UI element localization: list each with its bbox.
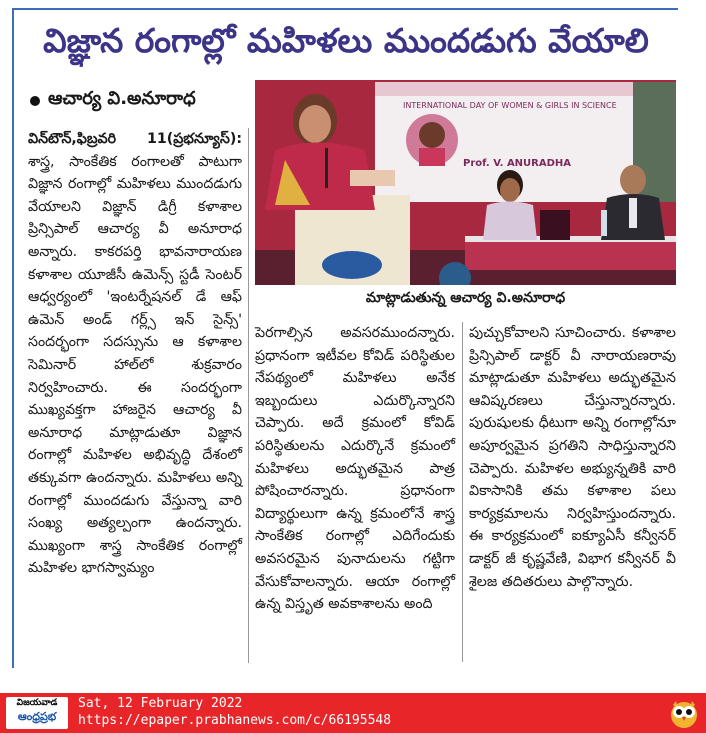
footer-date: Sat, 12 February 2022 bbox=[78, 696, 243, 711]
column-1-text: శాస్త్ర, సాంకేతిక రంగాలతో పాటుగా విజ్ఞాన రంగాల్లో మహిళలు ముందడుగు వేయాలని విజ్ఞాన్ డిగ్రీ కళాశాల ప్రిన్సిపాల్ ఆచార్య వీ అనూరాధ అన్నారు. కాకరపర్తి భావనారాయణ కళాశాల యూజీసీ ఉమెన్స్ స్టడీ సెంటర్ ఆధ్వర్యంలో 'ఇంటర్నేషనల్ డే ఆఫ్ ఉమెన్ అండ్ గర్ల్స్ ఇన్ సైన్స్' సందర్భంగా సదస్సును ఆ కళాశాల సెమినార్ హాల్‌లో శుక్రవారం నిర్వహించారు. ఈ సందర్భంగా ముఖ్యవక్తగా హాజరైన ఆచార్య వీ అనూరాధ మాట్లాడుతూ విజ్ఞాన రంగాల్లో మహిళల అభివృద్ధి దేశంలో తక్కువగా ఉందన్నారు. మహిళలు అన్ని రంగాల్లో ముందడుగు వేస్తున్నా వారి సంఖ్య అత్యల్పంగా ఉందన్నారు. ముఖ్యంగా శాస్త్ర సాంకేతిక రంగాల్లో మహిళల భాగస్వామ్యం bbox=[28, 153, 242, 577]
top-rule bbox=[12, 8, 678, 10]
owl-mascot-icon[interactable] bbox=[668, 697, 700, 729]
newspaper-logo[interactable] bbox=[6, 697, 68, 729]
photo-illustration bbox=[255, 80, 676, 285]
column-divider bbox=[248, 128, 249, 663]
byline-author: ఆచార్య వి.అనూరాధ bbox=[48, 88, 196, 109]
article-headline: విజ్ఞాన రంగాల్లో మహిళలు ముందడుగు వేయాలి bbox=[43, 20, 649, 60]
footer-bar bbox=[0, 693, 706, 733]
banner-name: Prof. V. ANURADHA bbox=[463, 158, 572, 169]
column-2-text: పెరగాల్సిన అవసరముందన్నారు. ప్రధానంగా ఇటీవల కోవిడ్ పరిస్థితుల నేపథ్యంలో మహిళలు అనేక ఇబ్బందులు ఎదుర్కొన్నారని చెప్పారు. అదే క్రమంలో కోవిడ్ పరిస్థితులను ఎదుర్కొనే క్రమంలో మహిళలు అద్భుతమైన పాత్ర పోషించారన్నారు. ప్రధానంగా విద్యార్థులుగా ఉన్న క్రమంలోనే శాస్త్ర సాంకేతిక రంగాల్లో ఎదిగేందుకు అవసరమైన పునాదులను గట్టిగా వేసుకోవాలన్నారు. ఆయా రంగాల్లో ఉన్న విస్తృత అవకాశాలను అంది bbox=[255, 325, 455, 613]
byline bbox=[30, 88, 196, 113]
column-3-text: పుచ్చుకోవాలని సూచించారు. కళాశాల ప్రిన్సిపాల్ డాక్టర్ వీ నారాయణరావు మాట్లాడుతూ మహిళలు అద్భుతమైన ఆవిష్కరణలు చేస్తున్నారన్నారు. పురుషులకు ధీటుగా అన్ని రంగాల్లోనూ అపూర్వమైన ప్రగతిని సాధిస్తున్నారని చెప్పారు. మహిళల అభ్యున్నతికి వారి వికాసానికి తమ కళాశాల పలు కార్యక్రమాలను నిర్వహిస్తుందన్నారు. ఈ కార్యక్రమంలో ఐక్యూఏసీ కన్వీనర్ డాక్టర్ జీ కృష్ణవేణి, విభాగ కన్వీనర్ వీ శైలజ తదితరులు పాల్గొన్నారు. bbox=[469, 325, 676, 590]
dateline: విన్‌టౌన్,ఫిబ్రవరి 11(ప్రభన్యూస్): bbox=[28, 131, 242, 147]
column-divider bbox=[462, 322, 463, 662]
article-column-3 bbox=[469, 322, 676, 593]
article-column-1 bbox=[28, 128, 242, 580]
article-photo bbox=[255, 80, 676, 285]
photo-caption: మాట్లాడుతున్న ఆచార్య వి.అనూరాధ bbox=[365, 290, 566, 306]
banner-title: INTERNATIONAL DAY OF WOMEN & GIRLS IN SCIENCE bbox=[403, 101, 617, 110]
edition-label: విజయవాడ bbox=[16, 698, 58, 708]
brand-name: ఆంధ్రప్రభ bbox=[17, 710, 57, 723]
footer-url[interactable]: https://epaper.prabhanews.com/c/66195548 bbox=[78, 713, 392, 728]
left-frame-rule bbox=[12, 8, 14, 668]
article-column-2 bbox=[255, 322, 455, 616]
bullet-icon bbox=[30, 96, 40, 106]
